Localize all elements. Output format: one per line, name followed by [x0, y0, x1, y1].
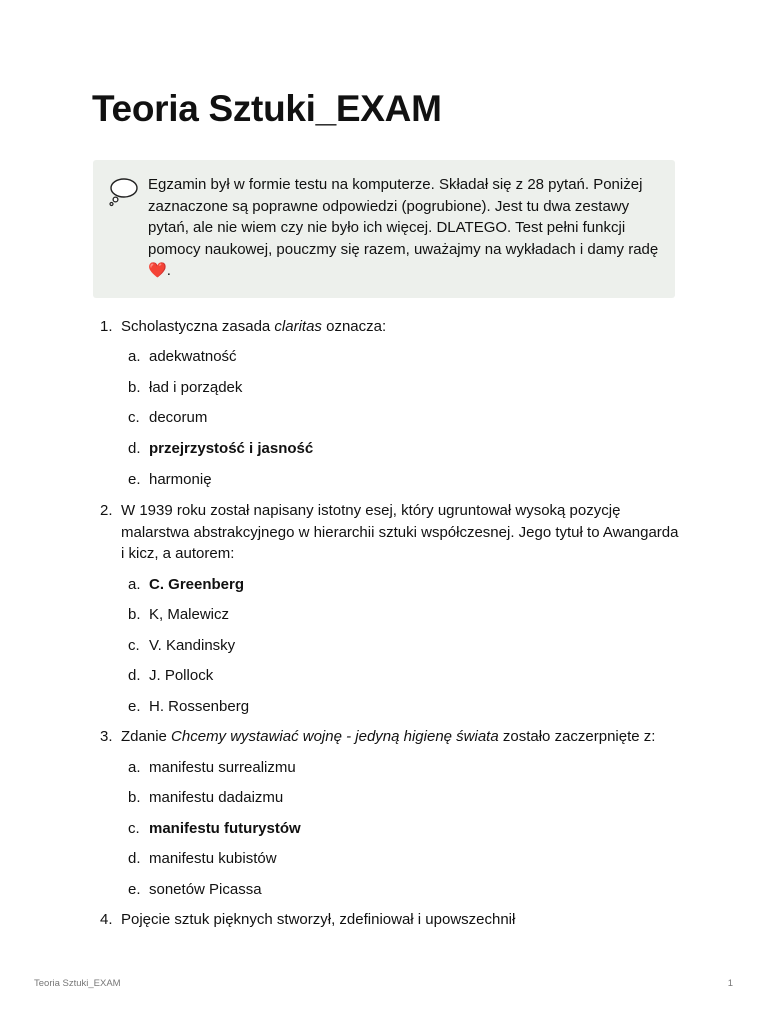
footer-title: Teoria Sztuki_EXAM: [34, 978, 121, 989]
question-number: 4.: [100, 911, 113, 928]
callout-end: .: [166, 262, 171, 280]
page-number: 1: [727, 978, 733, 989]
question-number: 3.: [100, 728, 113, 745]
question-text: Pojęcie sztuk pięknych stworzył, zdefiniował i upowszechnił: [121, 911, 516, 928]
callout-body: Egzamin był w formie testu na komputerze. Składał się z 28 pytań. Poniżej zaznaczone są poprawne odpowiedzi (pogrubione). Jest tu dwa zestawy pytań, ale nie wiem czy nie było ich więcej. DLATEGO. Test pełni funkcji pomocy naukowej, pouczmy się razem, uważajmy na wykładach i damy radę: [148, 176, 659, 258]
info-callout: [93, 160, 675, 298]
question-text: Zdanie Chcemy wystawiać wojnę - jedyną higienę świata zostało zaczerpnięte z:: [121, 728, 656, 745]
question-number: 1.: [100, 318, 113, 335]
question-text: W 1939 roku został napisany istotny esej, który ugruntował wysoką pozycję malarstwa abstrakcyjnego w hierarchii sztuki współczesnej. Jego tytuł to Awangarda i kicz, a autorem:: [121, 502, 679, 563]
heart-emoji: ❤️: [148, 262, 167, 280]
question-text: Scholastyczna zasada claritas oznacza:: [121, 318, 387, 335]
page-title: Teoria Sztuki_EXAM: [92, 88, 442, 129]
question-number: 2.: [100, 502, 113, 519]
callout-text: [148, 174, 663, 282]
thought-bubble-icon: [107, 177, 141, 207]
